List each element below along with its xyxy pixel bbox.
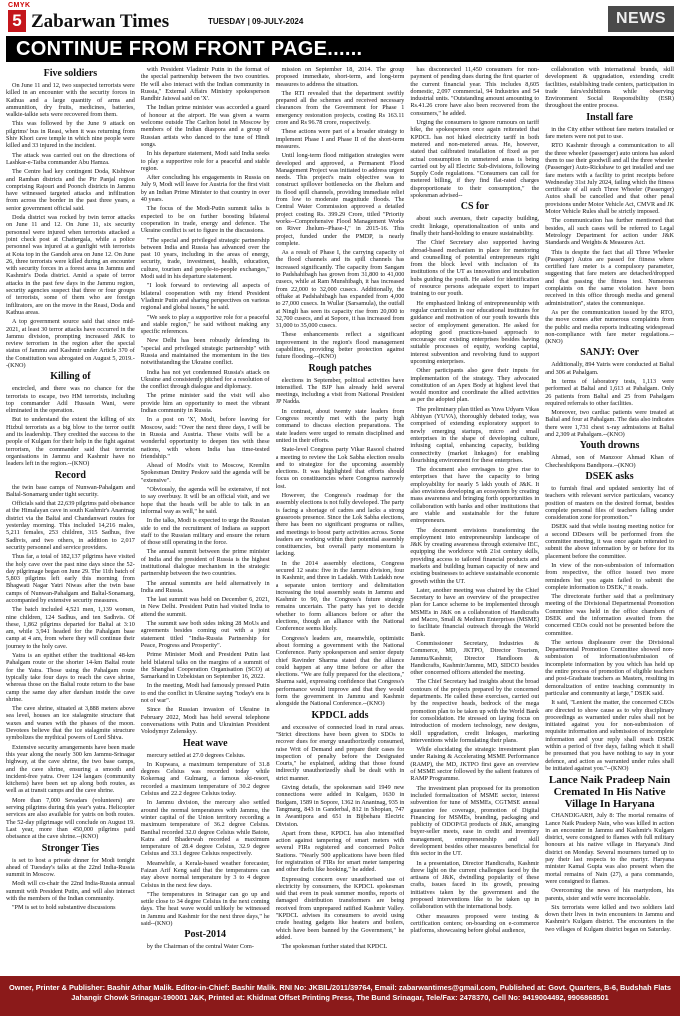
article-paragraph: The annual summits are held alternatively in India and Russia. — [140, 579, 270, 594]
article-paragraph: In contrast, about twenty state leaders from Congress recently met with the party high command to discuss election preparations. The state leaders were urged to remain disciplined and united in their efforts. — [275, 407, 405, 444]
article-paragraph: "The temperatures in Srinagar can go up and settle close to 34 degree Celsius in the next coming days. The heat wave would unlikely be witnessed in Jammu and Kashmir for the next three days," he said--(KNO) — [140, 890, 270, 928]
article-paragraph: by the Chairman of the central Water Com- — [146, 943, 254, 951]
column-3 — [276, 66, 405, 972]
article-headline: Install fare — [586, 111, 633, 123]
article-paragraph: DSEK said that while issuing meeting notice for a second DDesers will be performed from the committee meeting, it was once again reiterated to submit the above information by or before for its placement before the committee. — [545, 523, 674, 560]
article-paragraph: "Obviously, the agenda will be extensive, if not to say overbusy. It will be an official visit, and we hope that the heads will be able to talk in an informal way as well," he said. — [140, 486, 270, 515]
article-paragraph: The prime minister said the visit will also provide him an opportunity to meet the vibrant Indian community in Russia. — [140, 392, 270, 415]
article-paragraph: Expressing concern over unauthorised use of electricity by consumers, the KPDCL spokesman said that even in peak summer months, reports of damaged distribution transformers are being received from unprepared ratified Kashmir Valley. "KPDCL advises its consumers to avoid using crude heating gadgets like heaters and boilers, which have been banned by the Government," he added. — [275, 875, 405, 941]
article-paragraph: New Delhi has been robustly defending its "special and privileged strategic partnership" with Russia and maintained the momentum in the ties notwithstanding the Ukraine conflict. — [140, 337, 270, 367]
article-headline: Youth drowns — [579, 440, 640, 452]
article-paragraph: Urging the consumers to ignore rumours on tariff hike, the spokesperson once again reiterated that KPDCL has not hiked electricity tariff in both metered and non-metered areas. He, however, stated that calibrated installation of fixed as per actual consumption in unmetered areas is being carried out by all Electric Sub-divisions, following Supply Code regulations. "Consumers can call for metered billing, if they find flat-rated charges disproportionate to their consumption," the spokesman advised-- — [410, 119, 540, 200]
article-paragraph: These enhancements reflect a significant improvement in the region's flood management capabilities, providing better protection against future flooding.--(KNO) — [275, 331, 405, 361]
article-paragraph: Moreover, two cardiac patients were treated at Baltal and four at Pahalgam. The data also indicates there were 1,731 chest x-ray admissions at Baltal and 2,309 at Pahalgam.--(KNO) — [545, 409, 674, 439]
article-headline: KPDCL adds — [311, 709, 369, 721]
article-paragraph: with President Vladimir Putin in the format of the special partnership between the two countries. He will also interact with the Indian community in Russia," External Affairs Ministry spokesperson Randhir Jaiswal said on 'X'. — [140, 66, 270, 103]
article-paragraph: After concluding his engagements in Russia on July 9, Modi will leave for Austria for the first visit by an Indian Prime Minister to that country in over 40 years. — [140, 174, 270, 204]
article-paragraph: As per the communication issued by the RTO, the move comes after numerous complaints from the public and media reports indicating widespread non-compliance with fare meter regulations.--(KNO) — [545, 308, 674, 346]
article-paragraph: Yatra is an epithet either the traditional 48-km Pahalgam route or the shorter 14-km Baltal route for the Yatra. Those using the Pahalgam route typically take four days to reach the cave shrine, whereas those on the Baltal route return to the base camp the same day after darshan inside the cave shrine. — [6, 652, 135, 703]
article-headline: Five soldiers — [43, 68, 98, 79]
imprint-footer — [0, 976, 680, 1016]
article-paragraph: to furnish final and updated seniority list of teachers with relevant service particulars, vacancy position of masters on the desired format, besides complete personal files of teachers falling under consideration zone for promotion." — [545, 484, 674, 522]
article-paragraph: Other measures proposed were testing & certification centers; on-boarding on e-commerce platforms, showcasing before global audience, — [410, 912, 540, 935]
article-paragraph: about such avenues, their capacity building, credit linkage, operationalization of units and finally their hand-holding to ensure sustainability. — [410, 215, 540, 237]
article-paragraph: collaboration with international brands, skill development & upgradation, extending credit facilities, establishing trade centers, participation in trade fairs/exhibitions while observing Environment Social Responsibility (ESR) throughout the entire process. — [545, 66, 674, 110]
article-paragraph: A top government source said that since mid-2021, at least 30 terror attacks have occurred in the Jammu division, prompting increased J&K to review terrorism in the region after the special status of Jammu and Kashmir under Article 370 of the Constitution was abrogated on August 5, 2019.--(KNO) — [6, 318, 135, 369]
article-paragraph: But to understand the extent the killing of six Hizbul terrorists as a big blow to the terror outfit and its leadership. They credited the success to the people of Kulgam for their help in the fight against terrorism, the commander said that terrorist organisations in Jammu and Kashmir have no leaders left in the region.--(KNO) — [6, 416, 135, 468]
article-paragraph: However, the Congress's roadmap for the assembly elections is not fully developed. The party is facing a shortage of cadres and lacks a strong grassroots presence. Since the Lok Sabha elections, there has been no significant programs or rallies, and meetings to boost party activities across. Some leaders are working within their potential assembly constituencies, but overall party momentum is lacking. — [275, 492, 405, 558]
article-paragraph: The document also envisages to give rise to enterprises that have the capacity to bring employability for nearly 5 lakh youth of J&K. It also envisions developing an ecosystem by creating mass awareness and bringing forth opportunities in collaboration with banks and other institutions that are viable and sustainable for the future entrepreneurs. — [410, 466, 540, 525]
section-label: NEWS — [608, 6, 674, 32]
article-headline: Lance Naik Pradeep Nain Cremated In His Native Village In Haryana — [548, 774, 671, 811]
article-paragraph: In Kupwara, a maximum temperature of 31.8 degrees Celsius was recorded today while Kokernag and Gulmarg, a famous ski-resort, recorded a maximum temperature of 30.2 degree Celsius and 22.2 degree Celsius today. — [140, 760, 270, 798]
article-paragraph: Meanwhile, a Kerala-based weather forecaster, Faizan Arif Keng said that the temperatures can stay above normal temperature by 3 to 4 degree Celsius in the next few days. — [140, 859, 270, 889]
article-paragraph: The document envisions transforming the employment into entrepreneurship landscape of J&K by creating awareness through extensive IEC, equipping the workforce with 21st century skills, providing access to tailored financial products and markets and building human capacity of new and existing businesses to achieve sustainable economic growth within the UT. — [410, 526, 540, 585]
article-paragraph: In view of the non-submission of information from respective, the office issued two more reminders but you again failed to submit the complete information to DSEK," it reads. — [545, 561, 674, 591]
article-paragraph: encircled, and there was no chance for the terrorists to escape, two HM terrorists, including top commander Adil Hussain Wani, were eliminated in the operation. — [6, 385, 135, 415]
article-paragraph: The spokesman further stated that KPDCL — [281, 943, 388, 951]
article-paragraph: In a presentation, Director Handicrafts, Kashmir threw light on the current challenges faced by the artisans of J&K, dwindling popularity of these crafts, issues faced in its growth, pressing initiatives taken by the government and the proposed interventions like to be taken up in collaboration with the international body. — [410, 859, 540, 911]
article-paragraph: Ahead of Modi's visit to Moscow, Kremlin Spokesman Dmitry Peskov said the agenda will be "extensive". — [140, 462, 270, 484]
article-paragraph: is set to host a private dinner for Modi tonight ahead of Tuesday's talks at the 22nd India-Russia summit in Moscow. — [6, 856, 135, 879]
article-paragraph: The Chief Secretary also supported having abroad-based mechanism in place for mentoring and counselling of potential entrepreneurs right from the block level with inclusion of its institutions of the UT as innovation and incubation hubs guiding the youth. He asked for identification of resource persons adequate expert to impart training to our youth. — [410, 239, 540, 298]
article-paragraph: The investment plan proposed for its promotion included formalization of MSME sector, interest subvention for tune of MSMEs, CGTMSE annual guarantee fee coverage, promotion of Digital Financing for MSMEs, branding, packaging and publicity of ODOP/GI products of J&K, arranging buyer-seller meets, ease in credit and inventory management, entrepreneurship and skill development besides other measures beneficial for this sector in the UT. — [410, 784, 540, 858]
article-columns — [6, 66, 674, 972]
article-paragraph: The last summit was held on December 6, 2021, in New Delhi. President Putin had visited India to attend the summit. — [140, 596, 270, 618]
article-paragraph: While elucidating the strategic investment plan under Raising & Accelerating MSME Performance (RAMP), the MD, JKTPO first gave an overview of MSME sector followed by the salient features of RAMP Programme. — [410, 746, 540, 783]
article-paragraph: In the talks, Modi is expected to urge the Russian side to end the recruitment of Indians as support staff to the Russian military and ensure the return of those still operating in the force. — [140, 517, 270, 547]
article-paragraph: This was followed by the June 9 attack on pilgrims' bus in Reasi, when it was returning from Shiv Khori cave temple in which nine people were killed and 33 injured in the incident. — [6, 120, 135, 150]
article-paragraph: mission on September 18, 2014. The group proposed immediate, short-term, and long-term measures to address the situation. — [275, 66, 405, 88]
article-headline: Heat wave — [182, 737, 228, 749]
imprint-line-1: Owner, Printer & Publisher: Bashir Athar Malik. Editor-in-Chief: Bashir Malik. RNI No: JKBIL/2011/39764, Email: zabarwantimes@gmail.com, Published at: Govt. Quarters, B-6, Budshah Flats — [9, 983, 671, 992]
article-paragraph: Until long-term flood mitigation strategies were developed and approved, a Permanent Flood Management Project was initiated to address urgent needs. This project's main objective was to construct spillover bottlenecks on the Jhelum and its flood spill channels, providing immediate relief from low to moderate magnitude floods. The Central Water Commission approved a detailed project costing Rs. 399.29 Crore, titled "Priority works--Comprehensive Flood Management Works on River Jhelum--Phase-I," in 2015-16. This project, funded under the PMDP, is nearly complete. — [275, 152, 405, 247]
dateline: TUESDAY | 09-JULY-2024 — [208, 17, 304, 26]
article-paragraph: Extensive security arrangements have been made this year along the nearly 300 km Jammu-Srinagar highway, at the cave shrine, the two base camps, and the cave shrine, ensuring a smooth and incident-free yatra. Over 124 langars (community kitchens) have been set up along both routes, as well as at transit camps and the cave shrine. — [6, 743, 135, 795]
article-paragraph: In the meeting, Modi had famously pressed Putin to end the conflict in Ukraine saying "today's era is not of war". — [140, 682, 270, 705]
article-paragraph: The communication has further mentioned that besides, all such cases will be referred to Legal Metrology Department for action under J&K Standards and Weights & Measures Act. — [545, 217, 674, 247]
article-paragraph: On June 11 and 12, two suspected terrorists were killed in an encounter with the security forces in Kathua and a large quantity of arms and ammunition, dry fruits, medicines, batteries, walkie-talkie sets were recovered from them. — [6, 82, 135, 119]
article-paragraph: "PM is set to hold substantive discussions — [12, 904, 116, 912]
article-paragraph: In the 2014 assembly elections, Congress secured 12 seats: five in the Jammu division, four in Kashmir, and three in Ladakh. With Ladakh now a separate union territory and delimitation increasing the total assembly seats in Jammu and Kashmir to 90, the Congress's future strategy remains uncertain. The party has yet to decide whether to form alliances before or after the elections, though an alliance with the National Conference seems likely. — [275, 559, 405, 633]
article-paragraph: CHANDIGARH, July 8: The mortal remains of Lance Naik Pradeep Nain, who was killed in action in an encounter in Jammu and Kashmir's Kulgam district, were consigned to flames with full military honours at his native village in Haryana's Jind district on Monday. Several mourners turned up to pay their last respects to the martyr. Haryana minister Kamal Gupta was also present when the mortal remains of Nain (27), a para commando, were consigned to flames. — [545, 812, 674, 885]
article-paragraph: "We seek to play a supportive role for a peaceful and stable region," he said without making any specific references. — [140, 313, 270, 336]
article-headline: Stronger Ties — [41, 842, 100, 854]
column-2 — [141, 66, 270, 972]
article-paragraph: The summit saw both sides inking 28 MoUs and agreements besides coming out with a joint statement titled "India-Russia Partnership for Peace, Progress and Prosperity". — [140, 620, 270, 649]
article-paragraph: In Jammu division, the mercury also settled around the normal temperatures with Jammu, the winter capital of the Union territory recording a maximum temperature of 36.2 degree Celsius. Banihal recorded 32.0 degree Celsius while Batote, Katra and Bhaderwah recorded a maximum temperature of 28.4 degree Celsius, 32.9 degree Celsius and 33.1 degree Celsius respectively. — [140, 799, 270, 858]
article-paragraph: Doda district was rocked by twin terror attacks on June 11 and 12. On June 11, six security personnel were injured when terrorists attacked a joint check post at Chattergala, while a police personnel was injured at a gunfight with terrorists at Kota top in the Gandoh area on June 12. On June 26, three terrorists were killed during an encounter with security forces in a forest area in Jammu and Kashmir's Doda district. Amid a spate of terror attacks in the past few days in the Jammu region, security agencies suspect that three or four groups of terrorists, some of them who are foreign infiltrators, are on the move in the Reasi, Doda and Kathua areas. — [6, 214, 135, 316]
article-paragraph: Ahmad, son of Manzoor Ahmad Khan of Checheshikpora Bandipora.--(KNO) — [545, 454, 674, 469]
article-headline: CS for — [460, 201, 489, 213]
paper-name: Zabarwan Times — [31, 11, 170, 32]
article-paragraph: "The special and privileged strategic partnership between India and Russia has advanced over the past 10 years, including in the areas of energy, security, trade, investment, health, education, culture, tourism and people-to-people exchanges," Modi said in his departure statement. — [140, 236, 270, 281]
column-4 — [410, 66, 539, 972]
article-paragraph: The serious displeasure over the Divisional Departmental Promotion Committee showed non-submission of information/submission of incomplete information by you which has held up the entire process of promotion of eligible teachers and post-Graduate teachers as Masters, resulting in demoralization of entire teaching community in particular and community at large," DSEK said. — [545, 638, 674, 697]
article-paragraph: mercury settled at 27.0 degrees Celsius. — [146, 751, 246, 759]
article-paragraph: The attack was carried out on the directions of Lashkar-e-Taiba commander Abu Hamza. — [6, 151, 135, 166]
masthead — [0, 0, 680, 62]
imprint-line-2: Jahangir Chowk Srinagar-190001 J&K, Printed at: Khidmat Offset Printing Press, The Bund Srinagar, Tele/Fax: 2478370, Cell No: 9419004492, 9906868501 — [71, 993, 609, 1002]
article-paragraph: Thus far, a total of 182,137 pilgrims have visited the holy cave over the past nine days since the 52-day pilgrimage began on June 29. The 11th batch of 5,803 pilgrims left early this morning from Bhagwati Nagar Yatri Niwas after the twin base camps of Nunwan-Pahalgam and Baltal-Sonamarg, accompanied by extensive security measures. — [6, 553, 135, 604]
article-paragraph: Since the Russian invasion of Ukraine in February 2022, Modi has held several telephone conversations with Putin and Ukrainian President Volodymyr Zelenskyy. — [140, 706, 270, 736]
article-paragraph: the twin base camps of Nunwan-Pahalgam and Baltal-Sonamarg under tight security. — [6, 483, 135, 498]
page-banner: CONTINUE FROM FRONT PAGE...... — [6, 36, 674, 62]
article-paragraph: The RTI revealed that the department swiftly prepared all the schemes and received necessary clearances from the Government for Phase 1 emergency restoration projects, costing Rs 163.11 crore and Rs 96.78 crore, respectively. — [275, 89, 405, 127]
article-paragraph: State-level Congress party Vikar Rasool chaired a meeting to review the Lok Sabha election results and to strategize for the upcoming assembly elections. It was highlighted that efforts should focus on constituencies where Congress narrowly lost. — [275, 446, 405, 490]
article-paragraph: The annual summit between the prime minister of India and the president of Russia is the highest institutional dialogue mechanism in the strategic partnership between the two countries. — [140, 548, 270, 578]
article-paragraph: "I look forward to reviewing all aspects of bilateral cooperation with my friend President Vladimir Putin and sharing perspectives on various regional and global issues," he said. — [140, 282, 270, 312]
article-paragraph: These actions were part of a broader strategy to implement Phase I and Phase II of the short-term measures. — [275, 128, 405, 150]
article-paragraph: More than 7,000 Sevadars (volunteers) are serving pilgrims during this year's yatra. Helicopter services are also available for yatris on both routes. The 52-day pilgrimage will conclude on August 19. Last year, more than 450,000 pilgrims paid obeisance at the cave shrine.--(KNO) — [6, 796, 135, 841]
article-paragraph: Apart from these, KPDCL has also intensified action against tampering of smart meters with several FIRs registered and concerned Police Stations. "Nearly 500 applications have been filed for registration of FIRs for smart meter tampering and other thefts like hooking," he added. — [275, 829, 405, 874]
article-paragraph: in the City either without fare meters installed or fare meters were not put to use. — [545, 125, 674, 141]
column-1 — [6, 66, 135, 972]
article-paragraph: The batch included 4,521 men, 1,139 women, nine children, 124 Sadhus, and ten Sadhvis. Of these, 1,862 pilgrims departed for Baltal at 3:10 am, while 3,941 headed for the Pahalgam base camp at 4 am, from where they will continue their journey to the holy cave. — [6, 606, 135, 650]
article-paragraph: The focus of the Modi-Putin summit talks is expected to be on further boosting bilateral cooperation in trade, energy and defence. The Ukraine conflict is set to figure in the discussions. — [140, 205, 270, 235]
article-paragraph: and excessive of connected load in rural areas. "Strict directions have been given to SDOs to recover dues for energy unauthorizedly consumed, raise Writ of Demand and prepare their cases for inspection of penalty before the Designated Courts," he explained, adding that those found indirectly unauthorizedly shall be dealt with in strict manner. — [275, 723, 405, 782]
article-headline: DSEK asks — [585, 470, 634, 482]
article-paragraph: Commissioner Secretary, Industries & Commerce, MD, JKTPO, Director Tourism, Jammu/Kashmir, Director Handloom & Handicrafts, Kashmir/Jammu, MD, SIDCO besides other concerned officers attended the meeting. — [410, 639, 540, 677]
article-paragraph: As a result of Phase I, the carrying capacity of the flood channels and its spill channels has increased significantly. The capacity from Sangam to Padshahibagh has grown from 31,800 to 41,000 cusecs, while at Ram Munshibagh, it has increased from 22,000 to 32,000 cusecs. Additionally, the offtake at Padshahibagh has expanded from 4,000 to 27,000 cusecs. In Wullar (Sarsamula), the outfall at Ningli has seen its capacity rise from 20,000 to 32,700 cusecs, and at Sopore, it has increased from 31,000 to 35,000 cusecs. — [275, 249, 405, 330]
article-headline: Rough patches — [308, 362, 372, 374]
article-paragraph: The directorate further said that a preliminary meeting of the Divisional Departmental Promotion Committee was held in the office chambers of DSEK and the information awaited from the concerned CEOs could not be presented before the committee. — [545, 593, 674, 637]
article-paragraph: elections in September, political activities have intensified. The BJP has already held several meetings, including a visit from National President JP Nadda. — [275, 376, 405, 406]
article-paragraph: Giving details, the spokesman said 1949 new connections were added in Kulgam, 1630 in Budgam, 1589 in Sopore, 1362 in Anantnag, 935 in Tangmarg, 843 in Ganderbal, 812 in Shopian, 747 in Awantipora and 651 in Bijbehara Electric Division. — [275, 784, 405, 828]
article-paragraph: In terms of laboratory tests, 1,113 were performed at Baltal and 1,613 at Pahalgam. Only 26 patients from Baltal and 25 from Pahalgam required referrals to other facilities. — [545, 377, 674, 407]
article-paragraph: Officials said that 22,639 pilgrims paid obeisance at the Himalayan cave in south Kashmir's Anantnag district via the Baltal and Chandanwari routes for yesterday morning. This included 14,216 males, 5,211 females, 253 children, 315 Sadhus, five Sadhvis, and two others, in addition to 2,017 security personnel and service providers. — [6, 500, 135, 551]
article-paragraph: Overcoming the news of his martyrdom, his parents, sister and wife were inconsolable. — [545, 887, 674, 902]
article-headline: SANJY: Over — [580, 347, 639, 359]
article-paragraph: India has not yet condemned Russia's attack on Ukraine and consistently pitched for a resolution of the conflict through dialogue and diplomacy. — [140, 368, 270, 391]
article-paragraph: The Chief Secretary had insights about the broad contours of the projects prepared by the concerned departments. He called these exercises, carried out by the respective heads, bedrock of the mega promotion plan to be taken up with the World Bank for consolidation. He stressed on laying focus on introduction of modern technology, new designs, skill upgradation, credit linkages, marketing interventions while formulating their plans. — [410, 678, 540, 744]
cmyk-mark: CMYK — [8, 2, 31, 9]
article-paragraph: He emphasized linking of entrepreneurship with regular curriculum in our educational institutes for guidance and motivation of our youth towards this sector of employment generation. He asked for adopting good practices-based approach to encourage our existing enterprises besides having suitable processes of equity, working capital, interest subvention and revolving fund to support upcoming enterprises. — [410, 299, 540, 365]
article-paragraph: has disconnected 11,450 consumers for non-payment of pending dues during the first quarter of the current financial year. This includes 8,605 domestic, 2,097 commercial, 94 Industries and 54 industrial units. "Outstanding amount amounting to Rs.41.26 crore have also been recovered from the consumers," he added. — [410, 66, 540, 117]
article-paragraph: Additionally, 894 Yatris were conducted at Baltal and 306 at Pahalgam. — [545, 361, 674, 376]
article-paragraph: RTO Kashmir through a communication to all the three wheeler (passenger) auto unions has asked them to use their goodwill and all the three wheeler (Passenger) Auto-Rickshaw to get installed and use fare meters with a facility to print receipts before Wednesday 31st July 2024, failing which the fitness certificate of all such Three Wheeler (Passenger) Autos shall be cancelled and that other penal provisions under Motor Vehicle Act, CMVR and JK Motor Vehicle Rules shall be strictly imposed. — [545, 142, 674, 216]
article-headline: Record — [54, 469, 86, 481]
article-paragraph: In a post on 'X', Modi, before leaving for Moscow, said: "Over the next three days, I will be in Russia and Austria. These visits will be a wonderful opportunity to deepen ties with these nations, with whom India has time-tested friendship." — [140, 416, 270, 460]
article-headline: Killing of — [50, 371, 91, 383]
article-paragraph: Other participants also gave their inputs for implementation of the strategy. They advocated constitution of an Apex Body at highest level that would monitor and coordinate the allied activities as per the adopted plan. — [410, 367, 540, 404]
article-paragraph: The Indian prime minister was accorded a guard of honour at the airport. He was given a warm welcome outside The Carlton hotel in Moscow by members of the Indian diaspora and a group of Russian artists who danced to the tune of Hindi songs. — [140, 104, 270, 148]
article-paragraph: Prime Minister Modi and President Putin last held bilateral talks on the margins of a summit of the Shanghai Cooperation Organisation (SCO) at Samarkand in Uzbekistan on September 16, 2022. — [140, 651, 270, 681]
article-paragraph: Modi will co-chair the 22nd India-Russia annual summit with President Putin, and will also interact with the members of the Indian community. — [6, 880, 135, 902]
article-paragraph: In his departure statement, Modi said India seeks to play a supportive role for a peaceful and stable region. — [140, 150, 270, 172]
article-paragraph: Six terrorists were killed and two soldiers laid down their lives in twin encounters in Jammu and Kashmir's Kulgam district. The encounters in the two villages of Kulgam district began on Saturday. — [545, 903, 674, 933]
article-headline: Post-2014 — [184, 929, 227, 941]
article-paragraph: The cave shrine, situated at 3,888 meters above sea level, houses an ice stalagmite structure that waxes and wanes with the phases of the moon. Devotees believe that the ice stalagmite structure symbolizes the mythical powers of Lord Shiva. — [6, 705, 135, 742]
article-paragraph: Later, another meeting was chaired by the Chief Secretary to have an overview of the prospective plan for Lance scheme to be implemented through MSMEs in J&K on a collaboration of Handicrafts and Macro, Small & Medium Enterprises (MSME) to facilitate financial outreach through the World Bank. — [410, 586, 540, 638]
page-number: 5 — [8, 10, 26, 32]
article-paragraph: The preliminary plan titled as Yuva Udyam Vikas Abhiyan (YUVA), thoroughly debated today, was comprised of extending exploratory support to newly emerging startups, micro and small enterprises in the shape of developing culture, infusing capital, enhancing capacity, building connectivity (market linkages) for enabling flourishing environment for these enterprises. — [410, 405, 540, 464]
article-paragraph: The Centre had key contingent Doda, Kishtwar and Ramban districts and the Pir Panjal region comprising Rajouri and Poonch districts in Jammu have witnessed targeted attacks and infiltration from across the border in the past three years, a senior government official said. — [6, 168, 135, 212]
article-paragraph: This is despite the fact that all Three Wheeler (Passenger) Autos are passed for fitness where certified fare meter is a compulsory parameter, suggesting that fare meters are detached/dropped and that passing the fitness test. Numerous complaints on the same violation have been received in this office through media and general administration", states the communique. — [545, 248, 674, 307]
article-paragraph: Congress's leaders are, meanwhile, optimistic about forming a government with the National Conference. Party spokesperson and senior deputy chief Ravinder Sharma stated that the alliance could happen at any time before or after the elections. "We are fully prepared for the elections," Sharma said, expressing confidence that Congress's performance would improve and that they would form the government in Jammu and Kashmir alongside the National Conference.--(KNO) — [275, 634, 405, 708]
column-5 — [545, 66, 674, 972]
article-paragraph: It said, "Lenient the matter, the concerned CEOs are directed to show cause as to why disciplinary proceedings as warranted under rules shall not be initiated against you for non-submission of requisite information and submission of incomplete information and your reply shall reach DSEK within a period of five days, failing which it shall be presumed that you have nothing to say in your defence, and action as warranted under rules shall be initiated against you."--(KNO) — [545, 699, 674, 772]
